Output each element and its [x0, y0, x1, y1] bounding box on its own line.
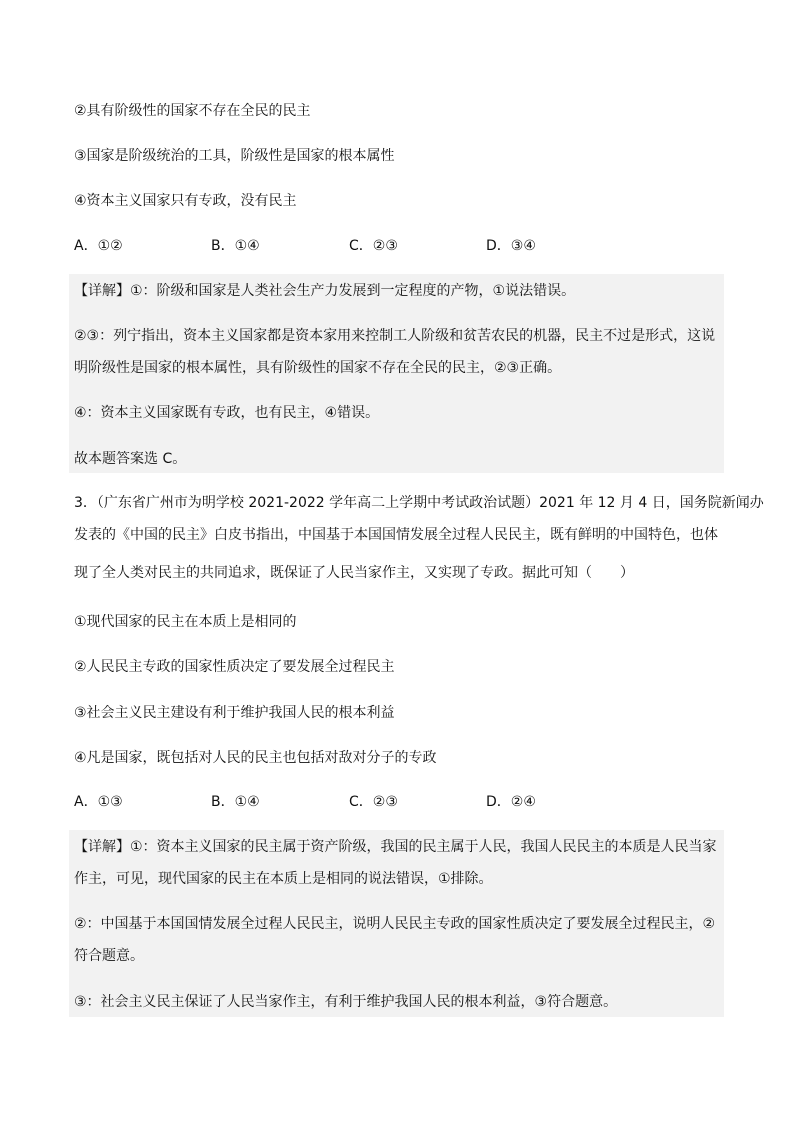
q2-option-b: B．①④ — [211, 238, 260, 254]
q2-explanation-p2b: 明阶级性是国家的根本属性，具有阶级性的国家不存在全民的民主，②③正确。 — [74, 360, 562, 376]
q2-option-d: D．③④ — [486, 238, 536, 254]
q3-option-b: B．①④ — [211, 794, 260, 810]
q3-statement-2: ②人民民主专政的国家性质决定了要发展全过程民主 — [74, 659, 395, 675]
q3-explanation-p2a: ②：中国基于本国国情发展全过程人民民主，说明人民民主专政的国家性质决定了要发展全过程民主，② — [74, 916, 716, 932]
q3-option-d: D．②④ — [486, 794, 536, 810]
q3-option-c: C．②③ — [349, 794, 398, 810]
q3-explanation-p1a: 【详解】①：资本主义国家的民主属于资产阶级，我国的民主属于人民，我国人民民主的本质是人民当家 — [74, 839, 717, 855]
q3-stem-line-3: 现了全人类对民主的共同追求，既保证了人民当家作主，又实现了专政。据此可知（ ） — [74, 565, 634, 581]
q2-statement-2: ②具有阶级性的国家不存在全民的民主 — [74, 103, 311, 119]
q2-explanation-p1: 【详解】①：阶级和国家是人类社会生产力发展到一定程度的产物，①说法错误。 — [74, 283, 576, 299]
q3-statement-4: ④凡是国家，既包括对人民的民主也包括对敌对分子的专政 — [74, 750, 437, 766]
q3-option-a: A．①③ — [74, 794, 123, 810]
q3-statement-1: ①现代国家的民主在本质上是相同的 — [74, 614, 297, 630]
q3-stem-line-1: 3．（广东省广州市为明学校 2021-2022 学年高二上学期中考试政治试题）2021 年 12 月 4 日，国务院新闻办 — [74, 495, 764, 511]
q3-stem-line-2: 发表的《中国的民主》白皮书指出，中国基于本国国情发展全过程人民民主，既有鲜明的中国特色，也体 — [74, 527, 718, 543]
q3-explanation-p2b: 符合题意。 — [74, 948, 144, 964]
q2-explanation-p2a: ②③：列宁指出，资本主义国家都是资本家用来控制工人阶级和贫苦农民的机器，民主不过是形式，这说 — [74, 328, 716, 344]
q2-answer: 故本题答案选 C。 — [74, 451, 187, 467]
q2-explanation-p3: ④：资本主义国家既有专政，也有民主，④错误。 — [74, 405, 380, 421]
q2-option-c: C．②③ — [349, 238, 398, 254]
q2-statement-3: ③国家是阶级统治的工具，阶级性是国家的根本属性 — [74, 148, 395, 164]
q3-explanation-p1b: 作主，可见，现代国家的民主在本质上是相同的说法错误，①排除。 — [74, 871, 493, 887]
q3-statement-3: ③社会主义民主建设有利于维护我国人民的根本利益 — [74, 705, 395, 721]
q2-option-a: A．①② — [74, 238, 123, 254]
q3-explanation-p3: ③：社会主义民主保证了人民当家作主，有利于维护我国人民的根本利益，③符合题意。 — [74, 994, 618, 1010]
q2-statement-4: ④资本主义国家只有专政，没有民主 — [74, 193, 297, 209]
